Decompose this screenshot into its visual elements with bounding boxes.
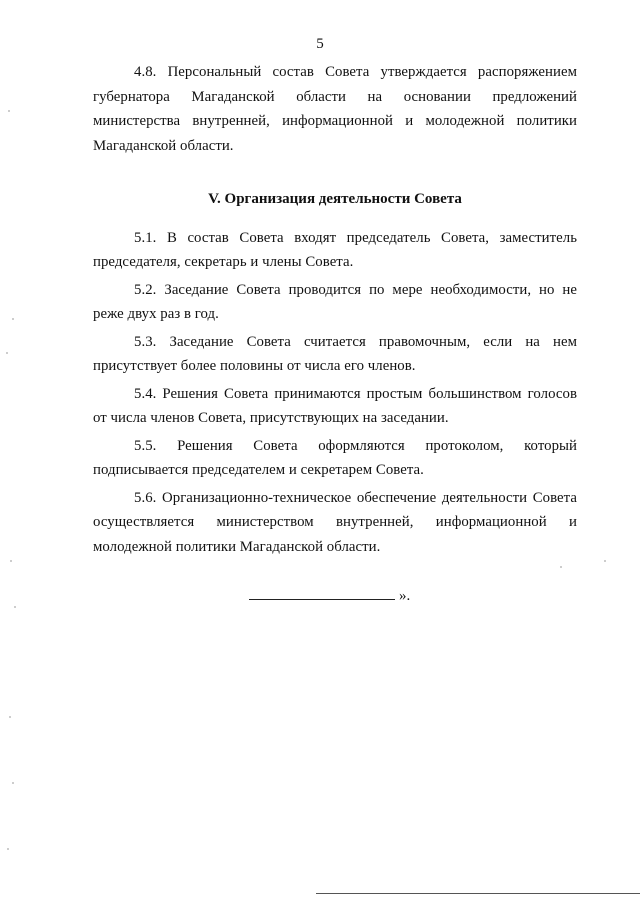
- paragraph-5-6: 5.6. Организационно-техническое обеспечение деятельности Совета осуществляется министерством внутренней, информационной и молодежной политики Магаданской области.: [93, 489, 577, 555]
- bottom-rule: [316, 893, 640, 894]
- scan-speck: [10, 560, 12, 562]
- closing-line: [249, 588, 410, 605]
- scan-speck: [14, 606, 16, 608]
- scan-speck: [560, 566, 562, 568]
- scan-speck: [12, 782, 14, 784]
- scan-speck: [7, 848, 9, 850]
- page-number: 5: [316, 36, 324, 52]
- closing-quote: ».: [399, 588, 411, 604]
- scan-speck: [6, 352, 8, 354]
- paragraph-5-2: 5.2. Заседание Совета проводится по мере необходимости, но не реже двух раз в год.: [93, 281, 577, 322]
- paragraph-4-8: 4.8. Персональный состав Совета утверждается распоряжением губернатора Магаданской области на основании предложений министерства внутренней, информационной и молодежной политики Магаданской области.: [93, 64, 577, 154]
- paragraph-5-3: 5.3. Заседание Совета считается правомочным, если на нем присутствует более половины от числа его членов.: [93, 333, 577, 374]
- paragraph-5-5: 5.5. Решения Совета оформляются протоколом, который подписывается председателем и секретарем Совета.: [93, 437, 577, 478]
- scan-speck: [12, 318, 14, 320]
- document-body: [93, 60, 577, 559]
- scan-speck: [9, 716, 11, 718]
- paragraph-5-4: 5.4. Решения Совета принимаются простым большинством голосов от числа членов Совета, присутствующих на заседании.: [93, 385, 577, 426]
- paragraph-5-1: 5.1. В состав Совета входят председатель Совета, заместитель председателя, секретарь и члены Совета.: [93, 229, 577, 270]
- scan-speck: [8, 110, 10, 112]
- section-heading: V. Организация деятельности Совета: [208, 191, 462, 207]
- scan-speck: [604, 560, 606, 562]
- closing-underline: [249, 589, 395, 600]
